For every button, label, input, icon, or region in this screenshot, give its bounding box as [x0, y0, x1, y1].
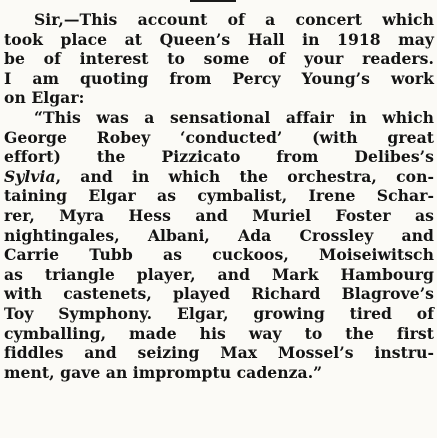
top-rule [190, 0, 236, 2]
work-title: Sylvia [4, 166, 56, 186]
letter-line: be of interest to some of your readers. [4, 49, 434, 69]
letter-line: taining Elgar as cymbalist, Irene Schar- [4, 186, 434, 206]
letter-line: took place at Queen’s Hall in 1918 may [4, 29, 434, 49]
letter-line: I am quoting from Percy Young’s work [4, 68, 434, 88]
letter-line: Sir,—This account of a concert which [34, 10, 434, 29]
letter-line: “This was a sensational affair in which [34, 107, 434, 127]
letter-line: rer, Myra Hess and Muriel Foster as [4, 205, 434, 225]
letter-line: Toy Symphony. Elgar, growing tired of [4, 303, 434, 323]
letter-line: effort) the Pizzicato from Delibes’s [4, 147, 434, 167]
letter-body [4, 10, 434, 382]
letter-line: nightingales, Albani, Ada Crossley and [4, 225, 434, 245]
letter-line: fiddles and seizing Max Mossel’s instru- [4, 343, 434, 363]
letter-line: on Elgar: [4, 88, 85, 108]
letter-line: as triangle player, and Mark Hambourg [4, 264, 434, 284]
letter-line: cymballing, made his way to the first [4, 323, 434, 343]
letter-line: ment, gave an impromptu cadenza.” [4, 362, 323, 382]
letter-line: George Robey ‘conducted’ (with great [4, 127, 434, 147]
letter-line: with castenets, played Richard Blagrove’s [4, 284, 434, 304]
letter-line-with-title [4, 167, 434, 187]
letter-line: Carrie Tubb as cuckoos, Moiseiwitsch [4, 245, 434, 265]
letter-line-rest: , and in which the orchestra, con- [55, 166, 434, 186]
